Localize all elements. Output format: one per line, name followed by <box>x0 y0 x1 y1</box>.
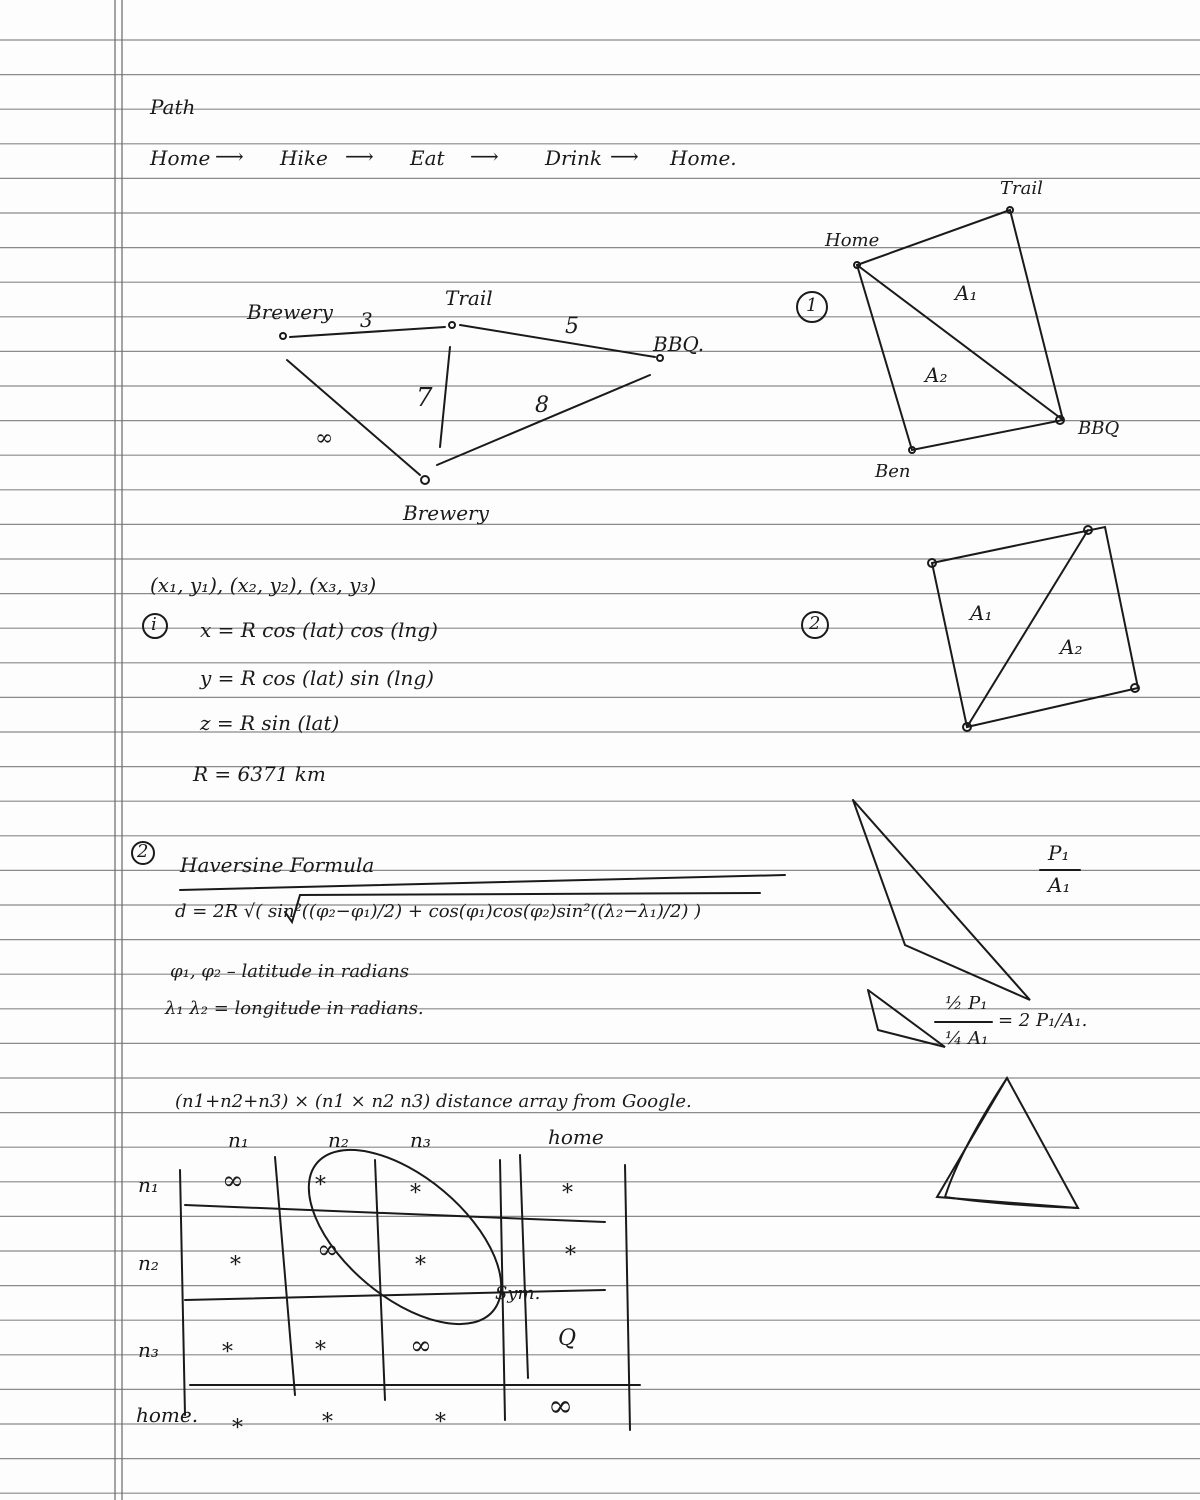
route-step: Home <box>150 146 211 170</box>
edge-trail-brewery <box>440 347 450 447</box>
matrix-cell: * <box>315 1338 326 1363</box>
ratio-quarter: ¼ A₁ <box>945 1028 989 1049</box>
equation-z: z = R sin (lat) <box>200 711 340 735</box>
ratio-result: = 2 P₁/A₁. <box>998 1010 1088 1031</box>
matrix-cell: * <box>435 1410 446 1435</box>
ratio-top: P₁ <box>1048 841 1070 865</box>
edge-bbq-brewery <box>437 375 650 465</box>
edge-brewery-brewery <box>287 360 420 475</box>
edge-weight: 3 <box>360 308 373 332</box>
matrix-col-header: n₁ <box>228 1128 249 1152</box>
figure-marker: 1 <box>806 295 818 316</box>
matrix-row-header: home. <box>136 1403 199 1427</box>
area-label: A₁ <box>955 281 978 305</box>
matrix-cell: Q <box>558 1326 577 1351</box>
figure-label-ben: Ben <box>875 461 911 482</box>
arrow-icon: ⟶ <box>345 144 374 168</box>
haversine-title: Haversine Formula <box>180 853 375 877</box>
equation-x: x = R cos (lat) cos (lng) <box>200 618 438 642</box>
route-step: Drink <box>545 146 602 170</box>
node-dot <box>449 322 455 328</box>
route-step: Eat <box>410 146 445 170</box>
area-label: A₂ <box>1060 635 1083 659</box>
node-label-trail: Trail <box>445 286 493 310</box>
thin-triangle <box>853 800 1030 1000</box>
haversine-formula: d = 2R √( sin²((φ₂−φ₁)/2) + cos(φ₁)cos(φ₂)sin²((λ₂−λ₁)/2) ) <box>175 901 702 922</box>
equation-r: R = 6371 km <box>193 762 326 786</box>
figure-label-bbq: BBQ <box>1078 418 1120 439</box>
points-list: (x₁, y₁), (x₂, y₂), (x₃, y₃) <box>150 573 377 597</box>
matrix-caption: (n1+n2+n3) × (n1 × n2 n3) distance array from Google. <box>175 1091 692 1112</box>
matrix-cell: * <box>565 1243 576 1268</box>
edge-weight: 7 <box>416 383 433 413</box>
arrow-icon: ⟶ <box>215 144 244 168</box>
note-latitude: φ₁, φ₂ – latitude in radians <box>170 961 409 982</box>
figure-label-home: Home <box>825 230 880 251</box>
matrix-col-header: n₃ <box>410 1128 431 1152</box>
matrix-cell: * <box>410 1181 421 1206</box>
matrix-cell: * <box>415 1253 426 1278</box>
edge-weight: 5 <box>565 314 579 339</box>
symmetry-label: Sym. <box>495 1283 541 1304</box>
edge-weight: ∞ <box>315 426 334 451</box>
quad-shape <box>857 210 1063 450</box>
node-dot <box>421 476 429 484</box>
route-step: Hike <box>280 146 328 170</box>
matrix-cell: * <box>562 1181 573 1206</box>
node-label-brewery: Brewery <box>247 300 333 324</box>
arrow-icon: ⟶ <box>470 144 499 168</box>
edge-trail-bbq <box>460 325 655 357</box>
matrix-cell: * <box>232 1416 243 1441</box>
diagonal <box>967 530 1088 727</box>
matrix-cell: ∞ <box>317 1235 339 1265</box>
ratio-bottom: A₁ <box>1048 873 1071 897</box>
matrix-cell: ∞ <box>548 1389 573 1424</box>
area-label: A₁ <box>970 601 993 625</box>
edge-weight: 8 <box>535 393 549 418</box>
matrix-row-header: n₃ <box>138 1338 159 1362</box>
matrix-cell: * <box>322 1410 333 1435</box>
matrix-col-header: n₂ <box>328 1128 349 1152</box>
node-label-brewery-bottom: Brewery <box>403 501 489 525</box>
figure-marker: 2 <box>809 613 821 634</box>
matrix-row-header: n₂ <box>138 1251 159 1275</box>
node-label-bbq: BBQ. <box>653 332 705 356</box>
page-title: Path <box>150 95 196 119</box>
matrix-col-header: home <box>548 1125 604 1149</box>
quad-shape <box>932 527 1138 727</box>
note-longitude: λ₁ λ₂ = longitude in radians. <box>165 998 424 1019</box>
section-marker: i <box>151 614 157 635</box>
triangle <box>937 1078 1078 1208</box>
arrow-icon: ⟶ <box>610 144 639 168</box>
matrix-cell: * <box>315 1173 326 1198</box>
matrix-cell: ∞ <box>410 1331 432 1361</box>
figure-label-trail: Trail <box>1000 178 1043 199</box>
matrix-cell: * <box>222 1340 233 1365</box>
matrix-row-header: n₁ <box>138 1173 159 1197</box>
node-dot <box>280 333 286 339</box>
section-marker: 2 <box>137 841 149 862</box>
equation-y: y = R cos (lat) sin (lng) <box>200 666 434 690</box>
route-step: Home. <box>670 146 737 170</box>
ratio-half: ½ P₁ <box>945 993 988 1014</box>
matrix-cell: * <box>230 1253 241 1278</box>
matrix-cell: ∞ <box>222 1166 244 1196</box>
area-label: A₂ <box>925 363 948 387</box>
